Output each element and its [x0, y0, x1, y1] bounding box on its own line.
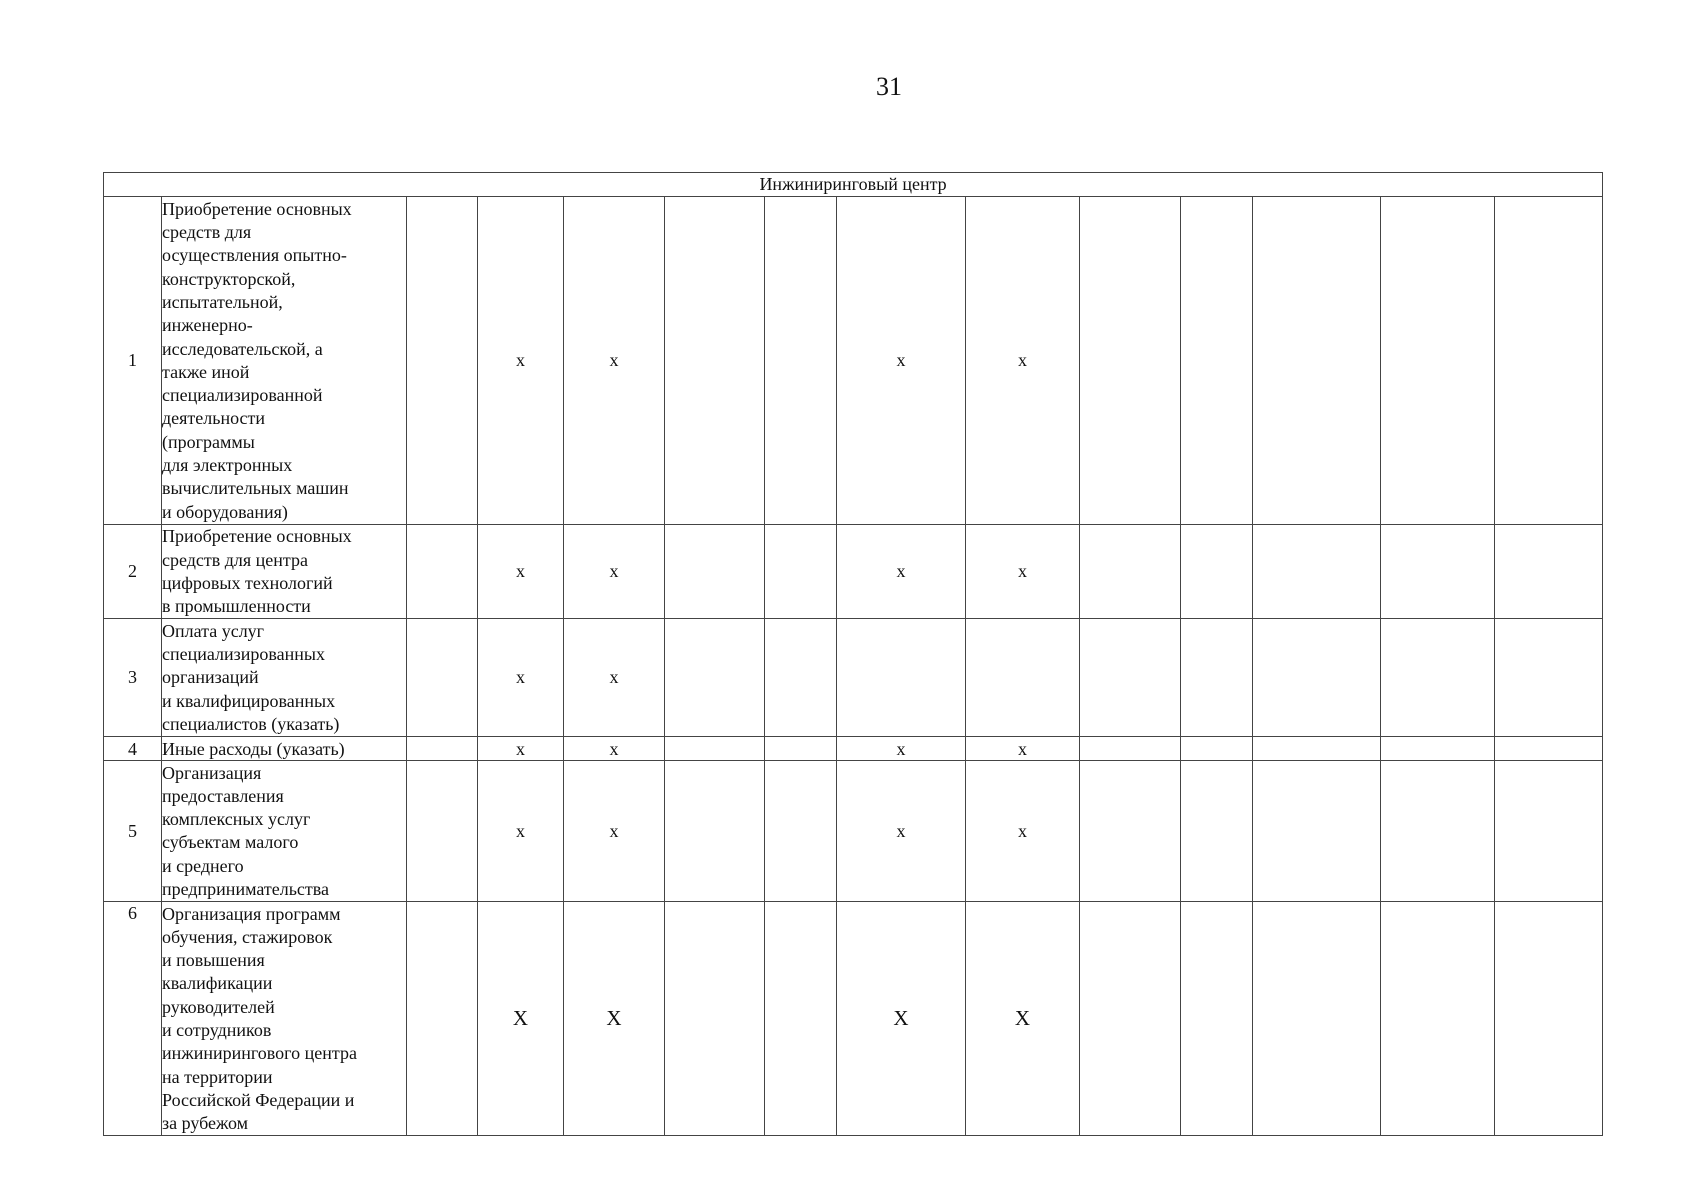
- empty-cell: [1495, 525, 1603, 619]
- empty-cell: [665, 525, 765, 619]
- empty-cell: [1080, 197, 1181, 525]
- table-row: [104, 197, 1603, 525]
- empty-cell: [1253, 902, 1381, 1136]
- empty-cell: [1495, 619, 1603, 737]
- row-number: 6: [104, 902, 162, 1136]
- empty-cell: [1253, 761, 1381, 902]
- empty-cell: [1181, 902, 1253, 1136]
- empty-cell: [1080, 761, 1181, 902]
- empty-cell: [665, 619, 765, 737]
- mark-cell: Х: [478, 902, 564, 1136]
- empty-cell: [765, 197, 837, 525]
- mark-cell: х: [478, 737, 564, 761]
- empty-cell: [765, 619, 837, 737]
- mark-cell: [966, 619, 1080, 737]
- empty-cell: [1181, 737, 1253, 761]
- empty-cell: [665, 902, 765, 1136]
- mark-cell: х: [564, 197, 665, 525]
- empty-cell: [1253, 619, 1381, 737]
- empty-cell: [407, 761, 478, 902]
- mark-cell: Х: [966, 902, 1080, 1136]
- empty-cell: [1381, 619, 1495, 737]
- mark-cell: х: [564, 619, 665, 737]
- empty-cell: [1381, 197, 1495, 525]
- row-number: 3: [104, 619, 162, 737]
- mark-cell: х: [478, 525, 564, 619]
- empty-cell: [765, 525, 837, 619]
- mark-cell: Х: [564, 902, 665, 1136]
- mark-cell: Х: [837, 902, 966, 1136]
- mark-cell: х: [478, 619, 564, 737]
- empty-cell: [1381, 761, 1495, 902]
- empty-cell: [1080, 902, 1181, 1136]
- empty-cell: [407, 525, 478, 619]
- row-name: Иные расходы (указать): [162, 737, 407, 761]
- row-name: Организация предоставления комплексных услуг субъектам малого и среднего предпринимательства: [162, 761, 407, 902]
- empty-cell: [407, 902, 478, 1136]
- empty-cell: [407, 619, 478, 737]
- empty-cell: [1381, 902, 1495, 1136]
- empty-cell: [1253, 197, 1381, 525]
- empty-cell: [1181, 197, 1253, 525]
- mark-cell: х: [966, 761, 1080, 902]
- row-name: Организация программ обучения, стажировок и повышения квалификации руководителей и сотрудников инжинирингового центра на территории Российской Федерации и за рубежом: [162, 902, 407, 1136]
- mark-cell: х: [837, 737, 966, 761]
- empty-cell: [765, 761, 837, 902]
- empty-cell: [1253, 525, 1381, 619]
- mark-cell: х: [478, 197, 564, 525]
- empty-cell: [665, 197, 765, 525]
- empty-cell: [1080, 737, 1181, 761]
- mark-cell: х: [564, 737, 665, 761]
- row-number: 1: [104, 197, 162, 525]
- empty-cell: [1181, 619, 1253, 737]
- expense-table: [103, 172, 1603, 1136]
- table-row: [104, 761, 1603, 902]
- mark-cell: х: [966, 197, 1080, 525]
- empty-cell: [765, 737, 837, 761]
- empty-cell: [1253, 737, 1381, 761]
- row-number: 4: [104, 737, 162, 761]
- row-name: Оплата услуг специализированных организаций и квалифицированных специалистов (указать): [162, 619, 407, 737]
- empty-cell: [1495, 761, 1603, 902]
- empty-cell: [765, 902, 837, 1136]
- mark-cell: х: [837, 761, 966, 902]
- empty-cell: [1181, 525, 1253, 619]
- empty-cell: [407, 197, 478, 525]
- mark-cell: х: [837, 525, 966, 619]
- empty-cell: [1381, 737, 1495, 761]
- section-title: Инжиниринговый центр: [104, 173, 1603, 197]
- empty-cell: [1495, 902, 1603, 1136]
- row-name: Приобретение основных средств для центра цифровых технологий в промышленности: [162, 525, 407, 619]
- empty-cell: [1080, 619, 1181, 737]
- table-row: [104, 525, 1603, 619]
- empty-cell: [1495, 737, 1603, 761]
- empty-cell: [1381, 525, 1495, 619]
- empty-cell: [1080, 525, 1181, 619]
- table-row: [104, 737, 1603, 761]
- table-row: [104, 902, 1603, 1136]
- row-number: 2: [104, 525, 162, 619]
- mark-cell: [837, 619, 966, 737]
- empty-cell: [407, 737, 478, 761]
- table-row: [104, 619, 1603, 737]
- mark-cell: х: [837, 197, 966, 525]
- empty-cell: [665, 761, 765, 902]
- empty-cell: [1181, 761, 1253, 902]
- empty-cell: [665, 737, 765, 761]
- mark-cell: х: [966, 737, 1080, 761]
- empty-cell: [1495, 197, 1603, 525]
- row-name: Приобретение основных средств для осуществления опытно- конструкторской, испытательной, инженерно- исследовательской, а также иной специализированной деятельности (программы для электронных вычислительных машин и оборудования): [162, 197, 407, 525]
- page-number: 31: [876, 72, 902, 101]
- mark-cell: х: [478, 761, 564, 902]
- mark-cell: х: [564, 761, 665, 902]
- row-number: 5: [104, 761, 162, 902]
- mark-cell: х: [564, 525, 665, 619]
- mark-cell: х: [966, 525, 1080, 619]
